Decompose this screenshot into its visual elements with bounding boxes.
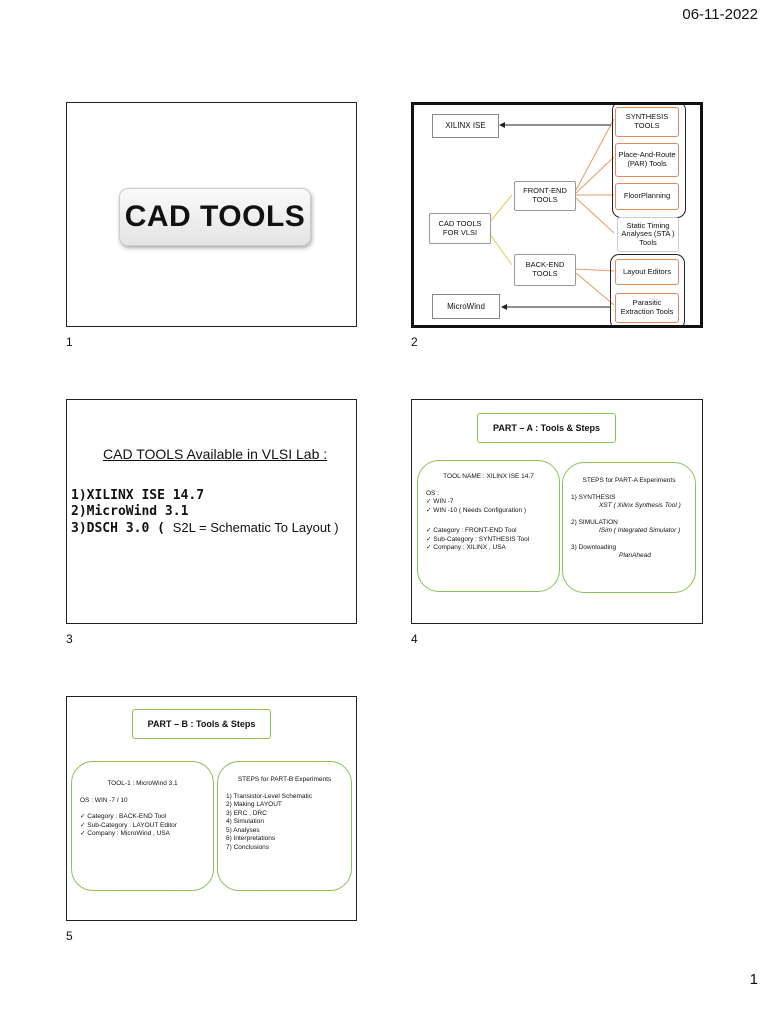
document-date: 06-11-2022: [682, 6, 758, 23]
part-a-steps-box: [562, 462, 696, 593]
node-cad-tools-root: CAD TOOLS FOR VLSI: [429, 213, 491, 244]
part-b-steps-list: [226, 793, 343, 853]
connector-be-layout: [576, 269, 614, 271]
part-a-os-label: OS :: [426, 489, 440, 497]
part-a-step-downloading: 3) Downloading: [571, 543, 617, 551]
part-a-os-win7: ✓ WIN -7: [426, 498, 454, 505]
slide-1-number: 1: [66, 335, 73, 349]
node-parasitic-extraction: Parasitic Extraction Tools: [615, 293, 679, 323]
slide-4: [411, 399, 703, 624]
node-xilinx-ise: XILINX ISE: [432, 114, 499, 138]
connector-be-parasitic: [576, 273, 614, 305]
part-a-step-synthesis-detail: XST ( Xilinx Synthesis Tool ): [599, 502, 681, 509]
part-a-steps-title: STEPS for PART-A Experiments: [582, 477, 676, 484]
part-b-steps-title: STEPS for PART-B Experiments: [237, 776, 332, 783]
node-front-end-tools: FRONT-END TOOLS: [514, 181, 576, 211]
part-b-tool-box: [71, 761, 214, 891]
node-layout-editors: Layout Editors: [615, 259, 679, 285]
part-b-step-4: 4) Simulation: [226, 818, 264, 825]
part-b-step-2: 2) Making LAYOUT: [226, 801, 282, 808]
tool-item-dsch-name: 3)DSCH 3.0 (: [71, 521, 165, 536]
cad-tools-title: CAD TOOLS: [119, 188, 311, 246]
slide-5: [66, 696, 357, 921]
part-a-os-win10: ✓ WIN -10 ( Needs Configuration ): [426, 506, 527, 514]
part-a-step-simulation: 2) SIMULATION: [571, 518, 618, 526]
node-par-tools: Place-And-Route (PAR) Tools: [615, 143, 679, 177]
slide-3-number: 3: [66, 632, 73, 646]
node-microwind: MicroWind: [432, 294, 500, 319]
slide-3: [66, 399, 357, 624]
part-a-step-synthesis: 1) SYNTHESIS: [571, 493, 616, 501]
part-a-subcategory: ✓ Sub-Category : SYNTHESIS Tool: [426, 535, 530, 543]
part-a-tool-name: TOOL NAME : XILINX ISE 14.7: [443, 473, 534, 480]
part-b-step-6: 6) Interpretations: [226, 835, 276, 842]
part-b-step-1: 1) Transistor-Level Schematic: [226, 792, 312, 800]
part-b-step-3: 3) ERC , DRC: [226, 809, 267, 817]
part-b-step-5: 5) Analyses: [226, 826, 260, 834]
part-b-company: ✓ Company : MicroWind , USA: [80, 830, 170, 837]
connector-fe-sta: [576, 198, 614, 233]
connector-root-backend: [489, 233, 512, 265]
node-sta-tools: Static Timing Analyses (STA ) Tools: [617, 217, 679, 252]
connector-root-frontend: [489, 195, 512, 223]
slide-2-diagram: [411, 102, 703, 328]
part-b-subcategory: ✓ Sub-Category : LAYOUT Editor: [80, 821, 177, 829]
part-b-category: ✓ Category : BACK-END Tool: [80, 813, 167, 820]
part-b-os: OS : WIN -7 / 10: [80, 796, 128, 804]
part-a-step-downloading-detail: PlanAhead: [619, 552, 651, 559]
tool-item-dsch: [71, 520, 339, 537]
connector-fe-par: [576, 157, 614, 193]
part-b-step-7: 7) Conclusions: [226, 843, 269, 851]
slide-1: [66, 102, 357, 327]
part-a-step-simulation-detail: ISim ( Integrated Simulator ): [599, 527, 681, 534]
tool-item-xilinx: 1)XILINX ISE 14.7: [71, 488, 205, 503]
node-floorplanning: FloorPlanning: [615, 183, 679, 210]
slide-2-number: 2: [411, 335, 418, 349]
part-a-tool-box: [417, 460, 560, 592]
cad-tools-list: [71, 488, 339, 537]
part-b-header: PART – B : Tools & Steps: [132, 709, 271, 739]
part-a-header: PART – A : Tools & Steps: [477, 413, 616, 443]
slide-3-title: CAD TOOLS Available in VLSI Lab :: [103, 446, 328, 462]
part-a-company: ✓ Company : XILINX , USA: [426, 544, 506, 551]
part-a-category: ✓ Category : FRONT-END Tool: [426, 527, 517, 534]
part-b-tool-name: TOOL-1 : MicroWind 3.1: [107, 780, 178, 787]
connector-fe-synthesis: [576, 119, 614, 190]
page-number: 1: [749, 971, 758, 988]
slide-5-number: 5: [66, 929, 73, 943]
tool-item-microwind: 2)MicroWind 3.1: [71, 504, 189, 519]
tool-item-dsch-note: S2L = Schematic To Layout ): [172, 520, 339, 535]
slide-4-number: 4: [411, 632, 418, 646]
node-synthesis-tools: SYNTHESIS TOOLS: [615, 107, 679, 137]
node-back-end-tools: BACK-END TOOLS: [514, 254, 576, 286]
part-b-steps-box: [217, 761, 352, 891]
